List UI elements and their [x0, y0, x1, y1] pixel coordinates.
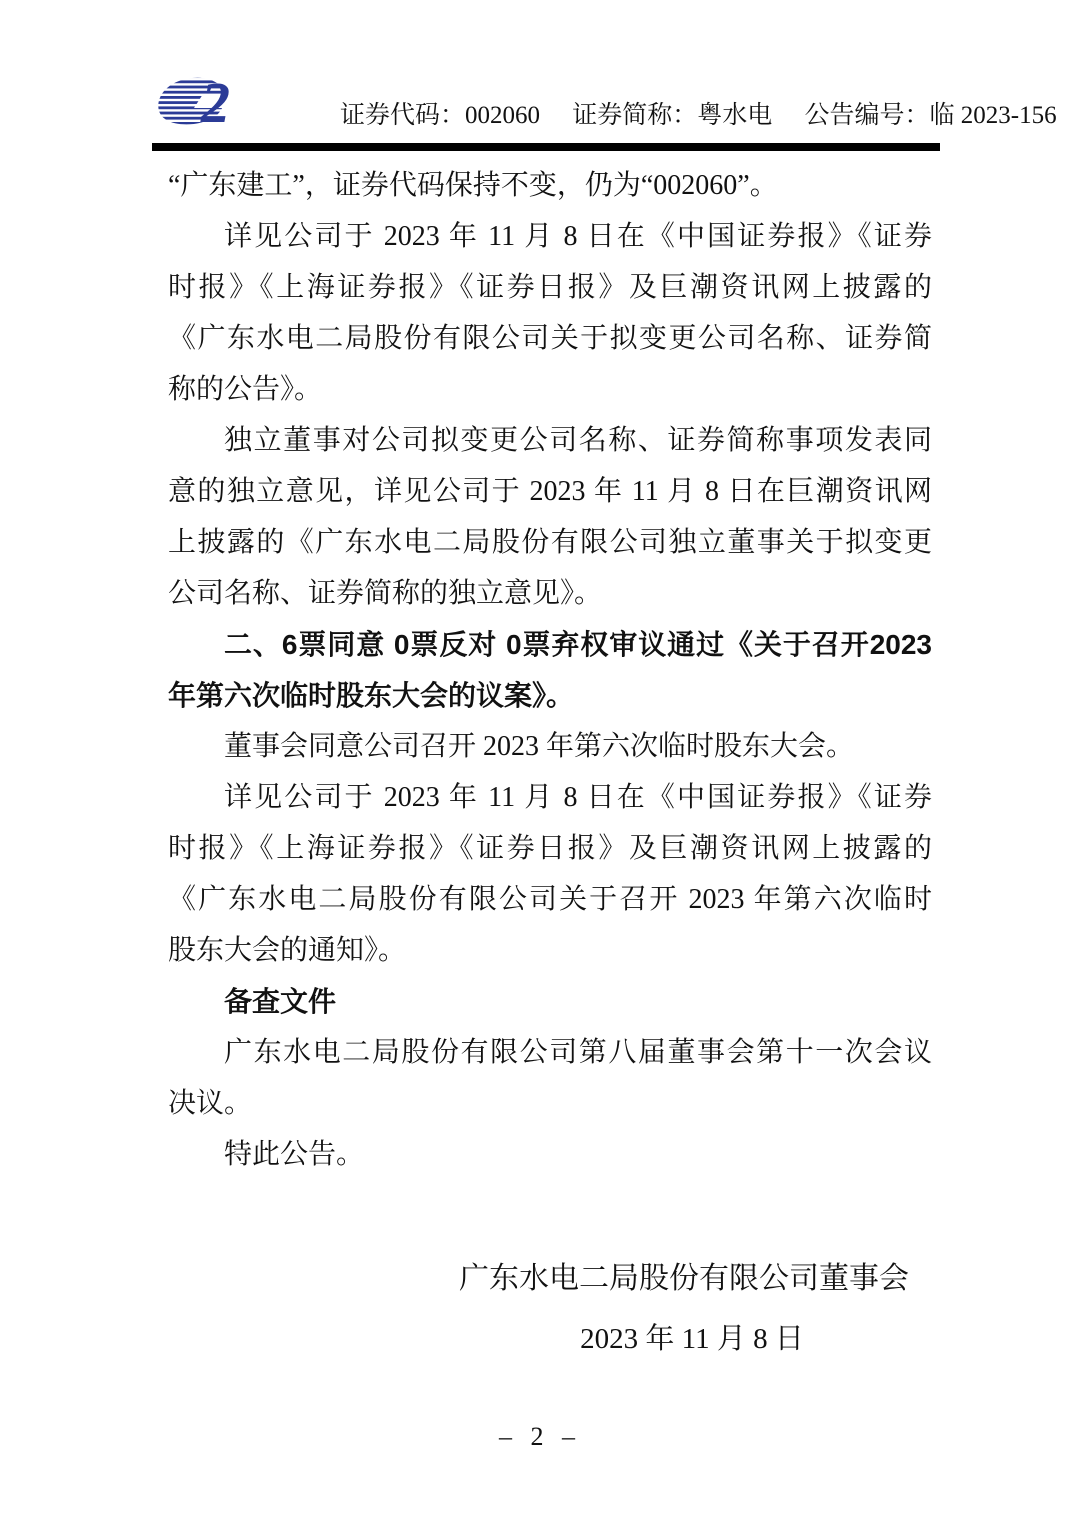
body-line: 《广东水电二局股份有限公司关于拟变更公司名称、证券简	[168, 323, 932, 354]
stock-code: 证券代码：002060	[340, 102, 541, 129]
body-line: 时报》《上海证券报》《证券日报》及巨潮资讯网上披露的	[168, 833, 932, 864]
body-line: 决议。	[168, 1088, 253, 1119]
body-line: 意的独立意见，详见公司于 2023 年 11 月 8 日在巨潮资讯网	[168, 476, 932, 507]
announcement-number: 公告编号：临 2023-156	[804, 102, 1057, 129]
page-number: – 2 –	[499, 1422, 581, 1451]
body-line: 称的公告》。	[168, 374, 323, 405]
header-divider	[152, 143, 940, 151]
body-line: 《广东水电二局股份有限公司关于召开 2023 年第六次临时	[168, 884, 932, 915]
body-line: 详见公司于 2023 年 11 月 8 日在《中国证券报》《证券	[224, 782, 932, 813]
signature-company: 广东水电二局股份有限公司董事会	[459, 1262, 909, 1295]
body-line: 广东水电二局股份有限公司第八届董事会第十一次会议	[224, 1037, 932, 1068]
body-lines	[168, 160, 932, 1180]
body-line: 年第六次临时股东大会的议案》。	[168, 680, 575, 711]
header-caption	[340, 98, 1057, 134]
body-line: 上披露的《广东水电二局股份有限公司独立董事关于拟变更	[168, 527, 932, 558]
body-line: 公司名称、证券简称的独立意见》。	[168, 578, 603, 609]
body-line: 时报》《上海证券报》《证券日报》及巨潮资讯网上披露的	[168, 272, 932, 303]
body-line: 特此公告。	[224, 1139, 365, 1170]
body-line: 二、6票同意 0票反对 0票弃权审议通过《关于召开2023	[224, 629, 932, 660]
body-line: 独立董事对公司拟变更公司名称、证券简称事项发表同	[224, 425, 932, 456]
body-line: “广东建工”，证券代码保持不变，仍为“002060”。	[168, 170, 778, 201]
svg-text:2: 2	[201, 70, 230, 132]
body-line: 备查文件	[224, 986, 337, 1017]
body-line: 董事会同意公司召开 2023 年第六次临时股东大会。	[224, 731, 855, 762]
body-line: 详见公司于 2023 年 11 月 8 日在《中国证券报》《证券	[224, 221, 932, 252]
company-logo-icon	[155, 70, 250, 132]
body-line: 股东大会的通知》。	[168, 935, 407, 966]
stock-short-name: 证券简称：粤水电	[572, 102, 773, 129]
signature-date: 2023 年 11 月 8 日	[580, 1323, 804, 1355]
